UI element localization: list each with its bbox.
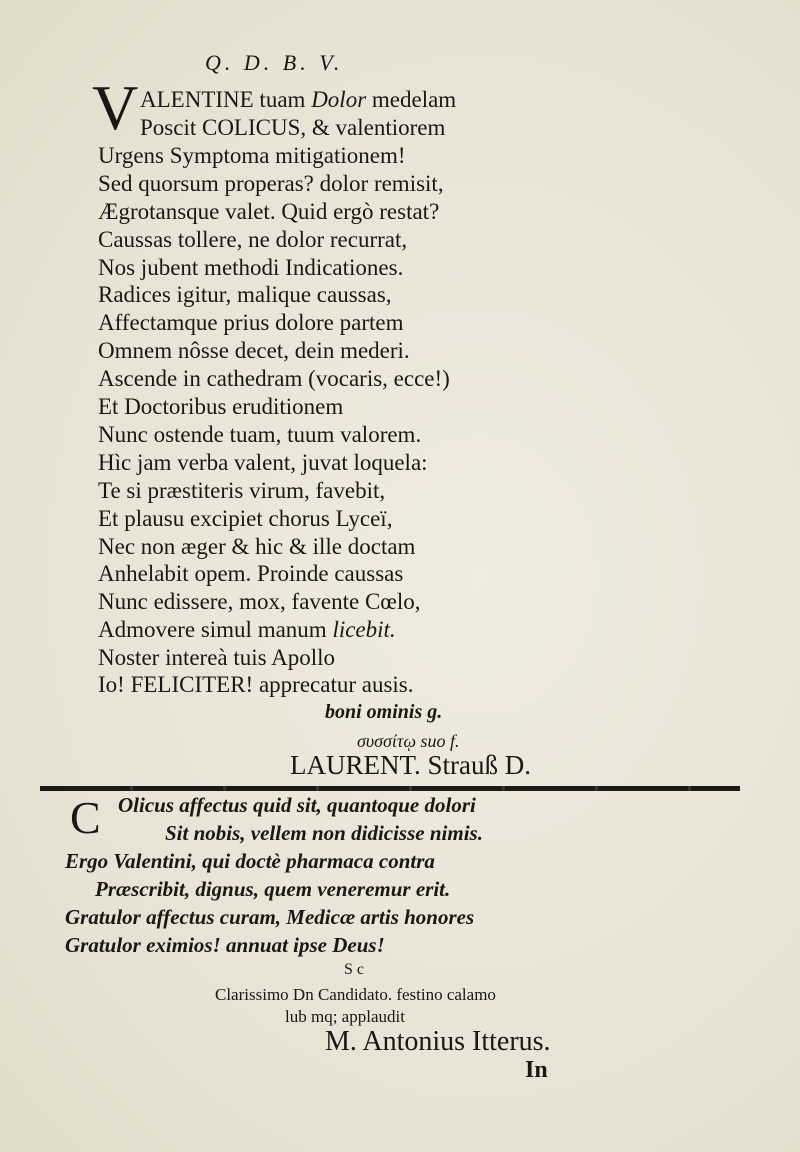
catchword: In	[525, 1057, 548, 1083]
poem-line: Nunc ostende tuam, tuum valorem.	[98, 422, 422, 447]
poem-line: Omnem nôsse decet, dein mederi.	[98, 338, 410, 363]
poem-line	[98, 618, 396, 641]
divider-rule	[40, 786, 740, 791]
dedication-note: Clarissimo Dn Candidato. festino calamo	[215, 985, 496, 1004]
heading: Q. D. B. V.	[205, 50, 344, 75]
line-text: medelam	[371, 87, 457, 112]
drop-cap: C	[70, 792, 101, 843]
poem-line: Gratulor affectus curam, Medicæ artis honores	[65, 905, 475, 929]
poem-line: Sit nobis, vellem non didicisse nimis.	[165, 821, 483, 845]
dedication-note: lub mq; applaudit	[285, 1007, 405, 1026]
poem-line: Gratulor eximios! annuat ipse Deus!	[65, 933, 385, 957]
poem-line: Ægrotansque valet. Quid ergò restat?	[98, 199, 440, 224]
line-text: ALENTINE tuam	[140, 87, 306, 112]
line-italic: licebit.	[332, 617, 396, 642]
poem-line: Nunc edissere, mox, favente Cœlo,	[98, 589, 421, 614]
poem-line: Caussas tollere, ne dolor recurrat,	[98, 227, 408, 252]
drop-cap: V	[92, 72, 139, 143]
poem-line: Urgens Symptoma mitigationem!	[98, 143, 406, 168]
signature-line-2: συσσίτῳ suo f.	[357, 731, 460, 751]
poem-line: Et plausu excipiet chorus Lyceï,	[98, 506, 393, 531]
sc-mark: S c	[344, 961, 364, 978]
poem-line: Radices igitur, malique caussas,	[98, 282, 392, 307]
poem-line: Noster intereà tuis Apollo	[98, 645, 335, 670]
poem-line: Poscit COLICUS, & valentiorem	[140, 115, 446, 140]
signature-line-1: boni ominis g.	[325, 701, 443, 723]
poem-line: Te si præstiteris virum, favebit,	[98, 478, 386, 503]
line-italic: Dolor	[311, 87, 367, 112]
poem-line: Et Doctoribus eruditionem	[98, 394, 344, 419]
poem-line: Nec non æger & hic & ille doctam	[98, 534, 416, 559]
line-text: Admovere simul manum	[98, 617, 327, 642]
signature-author: M. Antonius Itterus.	[325, 1026, 551, 1057]
poem-line: Ergo Valentini, qui doctè pharmaca contra	[65, 849, 435, 873]
poem-line: Sed quorsum properas? dolor remisit,	[98, 171, 444, 196]
signature-author: LAURENT. Strauß D.	[290, 750, 531, 780]
poem-line	[140, 88, 456, 111]
poem-line: Nos jubent methodi Indicationes.	[98, 255, 404, 280]
poem-line: Olicus affectus quid sit, quantoque dolori	[118, 793, 476, 817]
poem-line: Præscribit, dignus, quem veneremur erit.	[95, 877, 451, 901]
poem-line: Hìc jam verba valent, juvat loquela:	[98, 450, 428, 475]
poem-line: Ascende in cathedram (vocaris, ecce!)	[98, 366, 450, 391]
poem-line: Io! FELICITER! apprecatur ausis.	[98, 672, 414, 697]
poem-line: Affectamque prius dolore partem	[98, 310, 404, 335]
poem-line: Anhelabit opem. Proinde caussas	[98, 561, 404, 586]
